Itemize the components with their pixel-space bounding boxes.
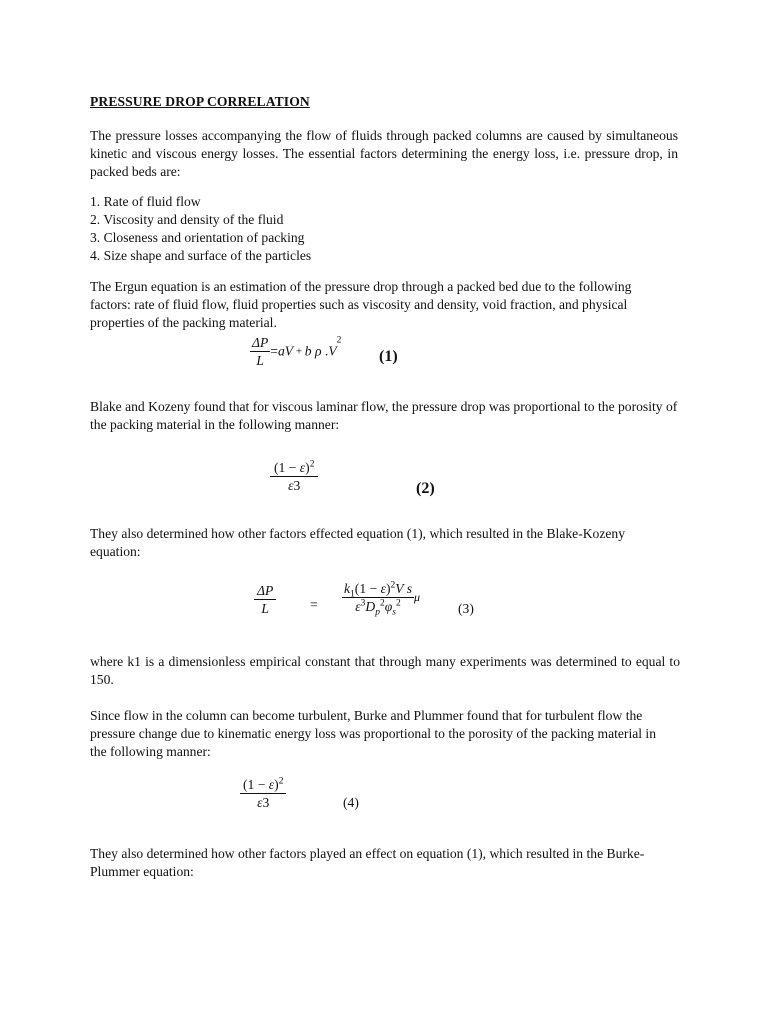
equation-1: $\frac{\Delta P}{L}$ =aV + b ρ $.V^2$	[252, 335, 342, 368]
equation-4	[240, 776, 286, 811]
eq1-fraction: $\frac{\Delta P}{L}$	[252, 335, 269, 368]
k1-paragraph: where k1 is a dimensionless empirical constant that through many experiments was determined to equal to 150.	[90, 654, 680, 687]
eq4-fraction: $\frac{(1 - \varepsilon)^2}{\varepsilon 3}$	[240, 776, 286, 811]
intro-paragraph: The pressure losses accompanying the flow of fluids through packed columns are caused by simultaneous kinetic and viscous energy losses. The essential factors determining the energy loss, i.e. pressure drop, in packed beds are:	[90, 128, 678, 179]
list-item: 1. Rate of fluid flow	[90, 194, 201, 209]
eq3-rhs-fraction: $\frac{k_1(1 - \varepsilon)^2V s}{\varepsilon^3D_p^2\varphi_s^2}$	[344, 580, 412, 618]
blake-kozeny-eq-paragraph: They also determined how other factors effected equation (1), which resulted in the Blake-Kozeny equation:	[90, 526, 625, 559]
equation-3-equals: =	[310, 597, 318, 612]
list-item: 4. Size shape and surface of the particles	[90, 248, 312, 263]
page-title: PRESSURE DROP CORRELATION	[90, 94, 310, 109]
eq2-fraction: $\frac{(1 - \varepsilon)^2}{\varepsilon 3}$	[270, 459, 318, 494]
equation-3-rhs: $\frac{k_1(1 - \varepsilon)^2V s}{\varepsilon^3D_p^2\varphi_s^2}$ μ	[344, 580, 421, 618]
eq4-number: (4)	[343, 795, 359, 810]
burke-plummer-paragraph: Since flow in the column can become turbulent, Burke and Plummer found that for turbulent flow the pressure change due to kinematic energy loss was proportional to the porosity of the packing material in the following manner:	[90, 708, 656, 759]
ergun-paragraph: The Ergun equation is an estimation of the pressure drop through a packed bed due to the following factors: rate of fluid flow, fluid properties such as viscosity and density, void fraction, and physical properties of the packing material.	[90, 279, 632, 330]
eq3-number: (3)	[458, 601, 474, 616]
equation-2	[270, 459, 318, 494]
burke-plummer-eq-paragraph: They also determined how other factors played an effect on equation (1), which resulted in the Burke-Plummer equation:	[90, 846, 645, 879]
blake-kozeny-paragraph: Blake and Kozeny found that for viscous laminar flow, the pressure drop was proportional to the porosity of the packing material in the following manner:	[90, 399, 678, 432]
eq3-lhs-fraction: $\frac{\Delta P}{L}$	[254, 582, 276, 617]
eq1-number: (1)	[379, 348, 398, 365]
list-item: 3. Closeness and orientation of packing	[90, 230, 305, 245]
list-item: 2. Viscosity and density of the fluid	[90, 212, 284, 227]
factor-list	[90, 193, 311, 265]
eq2-number: (2)	[416, 480, 435, 497]
equation-3-lhs	[254, 582, 276, 617]
